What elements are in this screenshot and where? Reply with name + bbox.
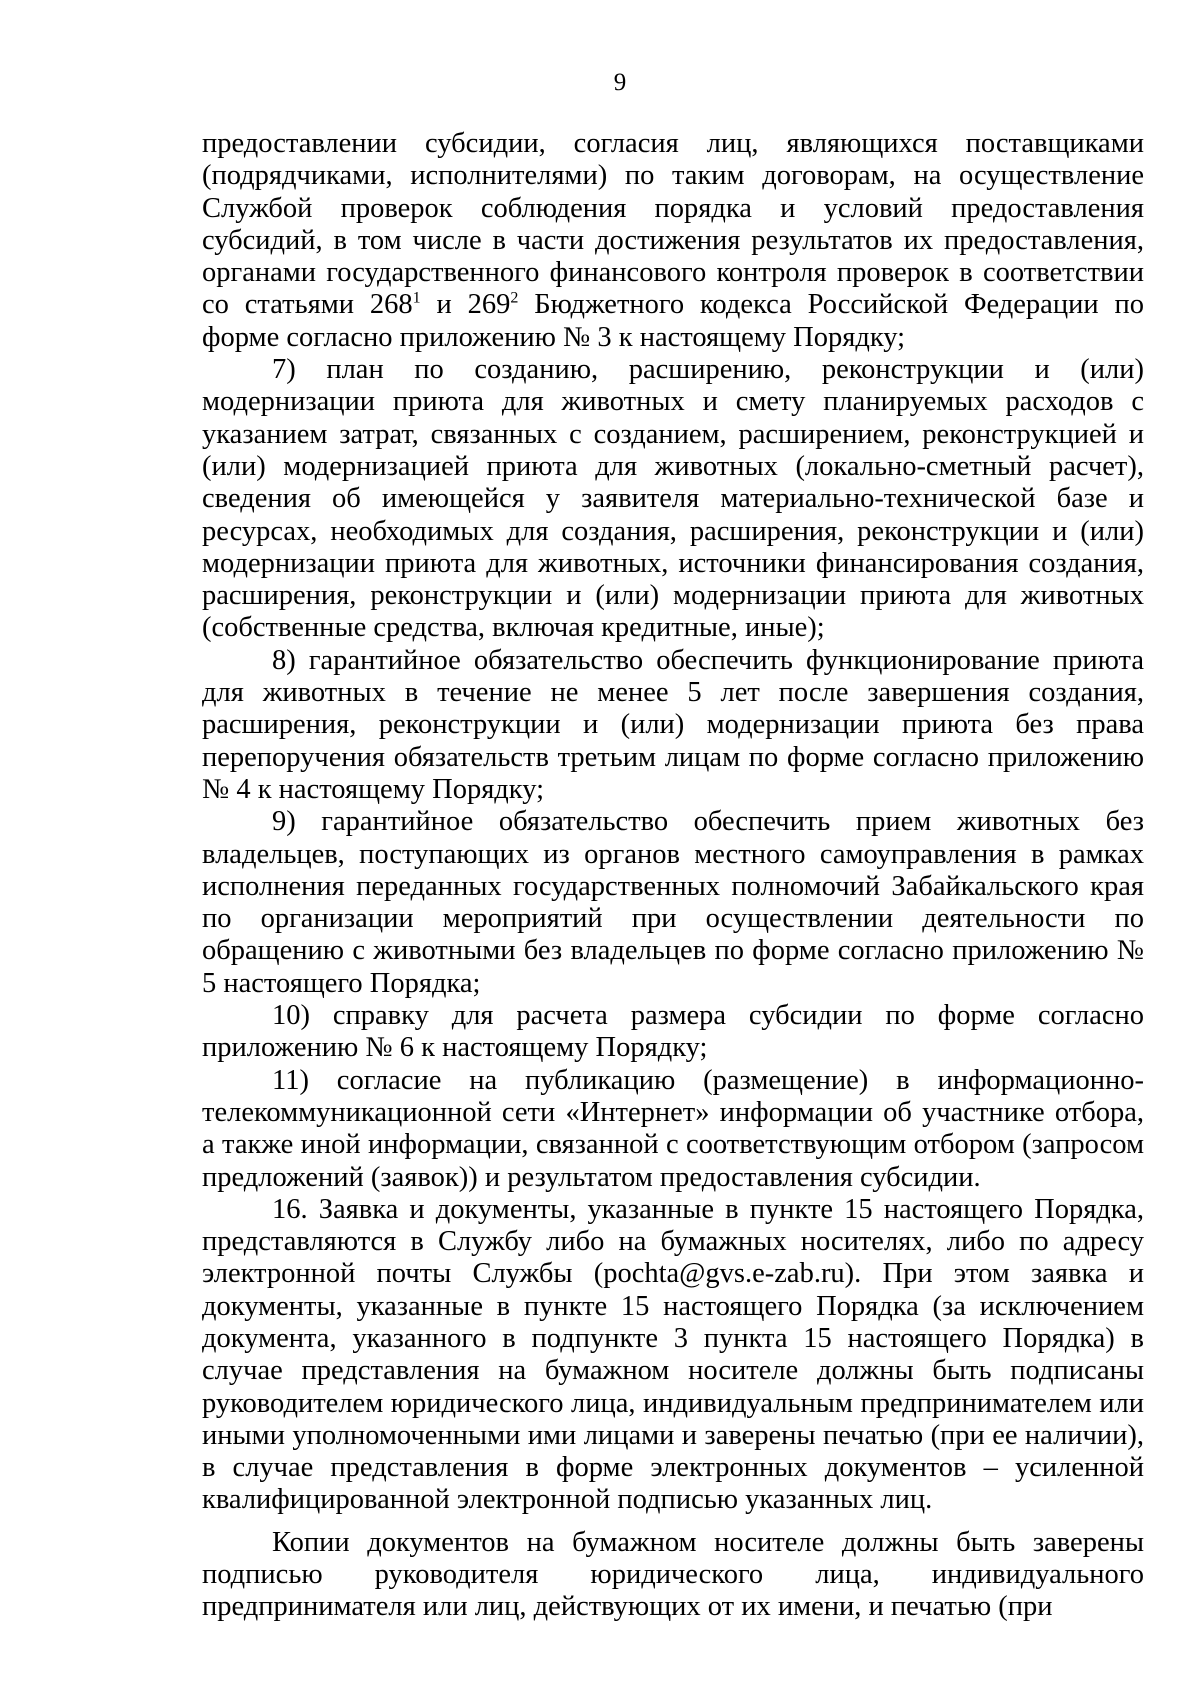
paragraph-text: предоставлении субсидии, согласия лиц, являющихся поставщиками (подрядчиками, исполнителями) по таким договорам, на осуществление Службой проверок соблюдения порядка и условий предоставления субсидий, в том числе в части достижения результатов их предоставления, органами государственного финансового контроля проверок в соответствии со статьями 268: [202, 128, 1144, 321]
document-body: [202, 128, 1144, 1624]
paragraph-item-8: 8) гарантийное обязательство обеспечить функционирование приюта для животных в течение не менее 5 лет после завершения создания, расширения, реконструкции и (или) модернизации приюта без права перепоручения обязательств третьим лицам по форме согласно приложению № 4 к настоящему Порядку;: [202, 644, 1144, 805]
page-number: 9: [613, 69, 627, 96]
paragraph-copies: Копии документов на бумажном носителе должны быть заверены подписью руководителя юридического лица, индивидуального предпринимателя или лиц, действующих от их имени, и печатью (при: [202, 1526, 1144, 1623]
paragraph-item-16: 16. Заявка и документы, указанные в пункте 15 настоящего Порядка, представляются в Службу либо на бумажных носителях, либо по адресу электронной почты Службы (pochta@gvs.e-zab.ru). При этом заявка и документы, указанные в пункте 15 настоящего Порядка (за исключением документа, указанного в подпункте 3 пункта 15 настоящего Порядка) в случае представления на бумажном носителе должны быть подписаны руководителем юридического лица, индивидуальным предпринимателем или иными уполномоченными ими лицами и заверены печатью (при ее наличии), в случае представления в форме электронных документов – усиленной квалифицированной электронной подписью указанных лиц.: [202, 1193, 1144, 1516]
paragraph-item-9: 9) гарантийное обязательство обеспечить прием животных без владельцев, поступающих из органов местного самоуправления в рамках исполнения переданных государственных полномочий Забайкальского края по организации мероприятий при осуществлении деятельности по обращению с животными без владельцев по форме согласно приложению № 5 настоящего Порядка;: [202, 806, 1144, 999]
paragraph-text: и 269: [420, 289, 511, 321]
superscript: 2: [510, 289, 519, 307]
paragraph-continuation: [202, 128, 1144, 354]
paragraph-item-11: 11) согласие на публикацию (размещение) в информационно-телекоммуникационной сети «Интернет» информации об участнике отбора, а также иной информации, связанной с соответствующим отбором (запросом предложений (заявок)) и результатом предоставления субсидии.: [202, 1064, 1144, 1193]
paragraph-item-10: 10) справку для расчета размера субсидии по форме согласно приложению № 6 к настоящему Порядку;: [202, 1000, 1144, 1064]
paragraph-item-7: 7) план по созданию, расширению, реконструкции и (или) модернизации приюта для животных и смету планируемых расходов с указанием затрат, связанных с созданием, расширением, реконструкцией и (или) модернизацией приюта для животных (локально-сметный расчет), сведения об имеющейся у заявителя материально-технической базе и ресурсах, необходимых для создания, расширения, реконструкции и (или) модернизации приюта для животных, источники финансирования создания, расширения, реконструкции и (или) модернизации приюта для животных (собственные средства, включая кредитные, иные);: [202, 354, 1144, 644]
paragraph-text: Бюджетного кодекса Российской Федерации по форме согласно приложению № 3 к настоящему Порядку;: [202, 289, 1144, 353]
superscript: 1: [412, 289, 421, 307]
